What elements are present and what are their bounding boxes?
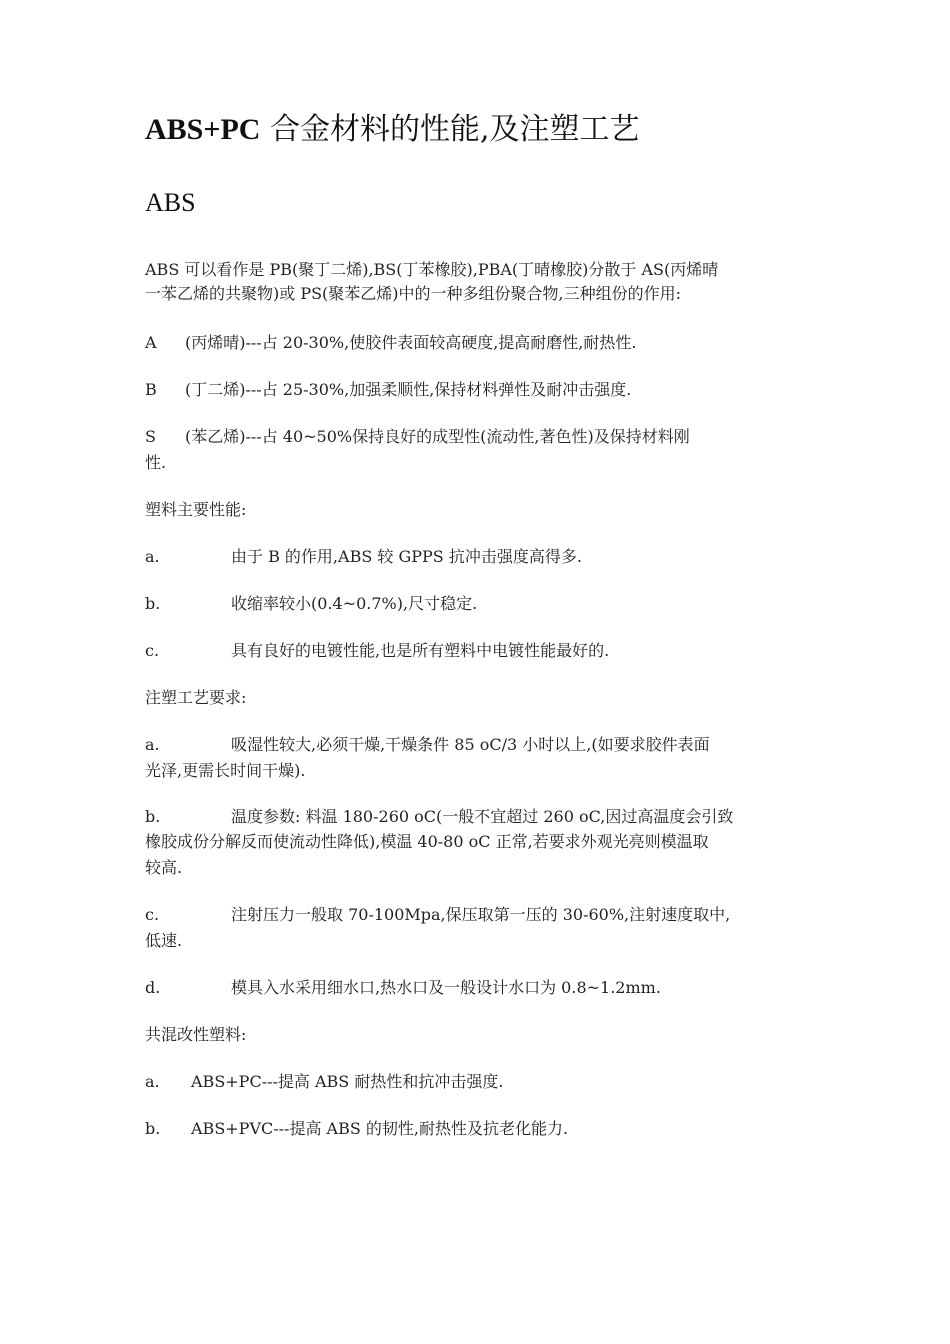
title-bold-part: ABS+PC bbox=[145, 113, 261, 146]
title-rest-part: 合金材料的性能,及注塑工艺 bbox=[260, 112, 640, 147]
intro-line: 一苯乙烯的共聚物)或 PS(聚苯乙烯)中的一种多组份聚合物,三种组份的作用: bbox=[145, 284, 682, 303]
process-heading: 注塑工艺要求: bbox=[145, 688, 247, 707]
component-text: (苯乙烯)---占 40~50%保持良好的成型性(流动性,著色性)及保持材料刚 bbox=[185, 427, 690, 446]
component-text-continued: 性. bbox=[145, 453, 167, 472]
blend-text: ABS+PVC---提高 ABS 的韧性,耐热性及抗老化能力. bbox=[191, 1119, 569, 1138]
process-text-continued: 低速. bbox=[145, 931, 183, 950]
component-letter: S bbox=[145, 427, 156, 446]
property-letter: a. bbox=[145, 547, 160, 566]
blend-letter: b. bbox=[145, 1119, 161, 1138]
intro-paragraph bbox=[145, 258, 810, 306]
process-text: 注射压力一般取 70-100Mpa,保压取第一压的 30-60%,注射速度取中, bbox=[231, 905, 731, 924]
component-letter: A bbox=[145, 333, 157, 352]
property-letter: b. bbox=[145, 594, 161, 613]
process-text-continued: 橡胶成份分解反而使流动性降低),模温 40-80 oC 正常,若要求外观光亮则模温取 bbox=[145, 832, 709, 851]
process-letter: b. bbox=[145, 807, 161, 826]
property-text: 由于 B 的作用,ABS 较 GPPS 抗冲击强度高得多. bbox=[231, 547, 582, 566]
intro-line: ABS 可以看作是 PB(聚丁二烯),BS(丁苯橡胶),PBA(丁晴橡胶)分散于 AS(丙烯晴 bbox=[145, 260, 719, 279]
blend-text: ABS+PC---提高 ABS 耐热性和抗冲击强度. bbox=[191, 1072, 504, 1091]
process-letter: c. bbox=[145, 905, 160, 924]
process-text: 温度参数: 料温 180-260 oC(一般不宜超过 260 oC,因过高温度会引致 bbox=[231, 807, 734, 826]
process-text-continued: 较高. bbox=[145, 858, 183, 877]
section-heading-abs: ABS bbox=[145, 188, 196, 217]
component-text: (丁二烯)---占 25-30%,加强柔顺性,保持材料弹性及耐冲击强度. bbox=[185, 380, 632, 399]
property-letter: c. bbox=[145, 641, 160, 660]
document-title bbox=[145, 110, 845, 150]
process-text-continued: 光泽,更需长时间干燥). bbox=[145, 761, 306, 780]
process-text: 模具入水采用细水口,热水口及一般设计水口为 0.8~1.2mm. bbox=[231, 978, 661, 997]
property-text: 收缩率较小(0.4~0.7%),尺寸稳定. bbox=[231, 594, 478, 613]
blend-heading: 共混改性塑料: bbox=[145, 1025, 247, 1044]
component-text: (丙烯晴)---占 20-30%,使胶件表面较高硬度,提高耐磨性,耐热性. bbox=[185, 333, 637, 352]
process-letter: a. bbox=[145, 735, 160, 754]
property-text: 具有良好的电镀性能,也是所有塑料中电镀性能最好的. bbox=[231, 641, 610, 660]
blend-letter: a. bbox=[145, 1072, 160, 1091]
process-letter: d. bbox=[145, 978, 161, 997]
component-letter: B bbox=[145, 380, 157, 399]
process-text: 吸湿性较大,必须干燥,干燥条件 85 oC/3 小时以上,(如要求胶件表面 bbox=[231, 735, 710, 754]
properties-heading: 塑料主要性能: bbox=[145, 500, 247, 519]
